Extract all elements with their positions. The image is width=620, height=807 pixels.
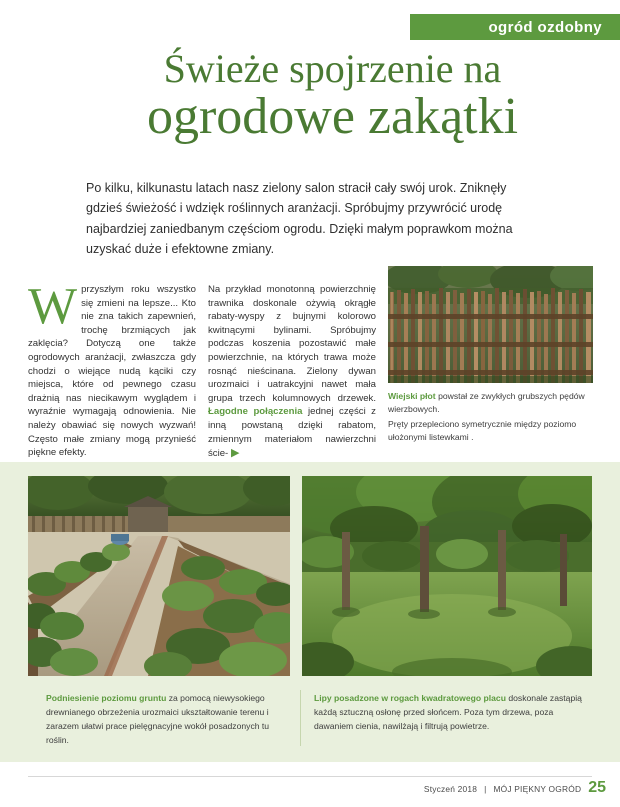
caption-vegetable-beds-text: za pomocą niewysokiego drewnianego obrzeżenia urozmaici ukształtowanie terenu i zarazem ułatwi prace pielęgnacyjne wokół posadzonych tu roślin. bbox=[46, 693, 270, 745]
caption-vegetable-beds-strong: Podniesienie poziomu gruntu bbox=[46, 693, 167, 703]
drop-cap: W bbox=[28, 278, 78, 335]
continuation-arrow-icon: ▶ bbox=[230, 447, 240, 460]
caption-lime-trees-strong: Lipy posadzone w rogach kwadratowego placu bbox=[314, 693, 506, 703]
photo-lime-trees-square bbox=[302, 476, 592, 676]
photo-wicker-fence bbox=[388, 266, 593, 383]
caption-wicker-fence-strong: Wiejski płot bbox=[388, 391, 436, 401]
body-column-2 bbox=[208, 283, 376, 462]
section-kicker-bar bbox=[410, 14, 620, 40]
body-column-1-text: przyszłym roku wszystko się zmieni na lepsze... Kto nie zna takich zapewnień, trochę brzmiących jak zaklęcia? Dotyczą one także ogrodowych aranżacji, zwłaszcza gdy chodzi o wiejące nudą kąciki czy miejsca, które od pewnego czasu drażnią nas niecikawym wyglądem i wyraźnie wymagają odnowienia. Nie należy obawiać się nowych wyzwań! Często małe zmiany mogą przynieść piękne efekty. bbox=[28, 284, 196, 459]
footer-magazine-name: MÓJ PIĘKNY OGRÓD bbox=[493, 784, 582, 794]
caption-wicker-fence-text-2: Pręty przepleciono symetrycznie między poziomo ułożonymi listewkami . bbox=[388, 418, 577, 442]
caption-wicker-fence-text: powstał ze zwykłych grubszych pędów wierzbowych. bbox=[388, 391, 585, 414]
lead-paragraph: Po kilku, kilkunastu latach nasz zielony salon stracił cały swój urok. Zniknęły gdzieś świeżość i wdzięk roślinnych aranżacji. Spróbujmy przywrócić urodę najbardziej zaniedbanym częściom ogrodu. Dzięki małym poprawkom można uzyskać duże i efektowne zmiany. bbox=[86, 181, 513, 256]
body-column-2-leadin: Łagodne połączenia bbox=[208, 406, 303, 418]
page-title bbox=[60, 48, 605, 145]
footer-issue: Styczeń 2018 bbox=[423, 784, 478, 794]
caption-lime-trees-text: doskonale zastąpią każdą sztuczną osłonę przed słońcem. Poza tym drzewa, poza dawaniem cienia, nawilżają i filtrują powietrze. bbox=[314, 693, 582, 731]
page-footer bbox=[424, 779, 606, 797]
body-column-2-text: Na przykład monotonną powierzchnię trawnika doskonale ożywią okrągłe rabaty-wyspy z bujnymi kolorowo kwitnącymi bylinami. Spróbujmy podczas koszenia pozostawić małe powierzchnie, na których trawa może rosnąć nieścinana. Zielony dywan urozmaici i uatrakcyjni nawet mała grupa trzech kolumnowych drzewek. bbox=[208, 284, 376, 404]
photo-lime-trees-square-art bbox=[302, 476, 592, 676]
photo-vegetable-beds bbox=[28, 476, 290, 676]
body-column-2-text-2: jednej części z inną powstaną dzięki rabatom, zmiennym materiałom nawierzchni ście- bbox=[208, 406, 376, 460]
caption-vegetable-beds bbox=[46, 692, 290, 748]
caption-divider bbox=[300, 690, 301, 746]
photo-vegetable-beds-art bbox=[28, 476, 290, 676]
title-line-1: Świeże spojrzenie na bbox=[163, 46, 502, 91]
body-column-1 bbox=[28, 278, 196, 460]
section-kicker-label: ogród ozdobny bbox=[488, 18, 602, 36]
footer-separator: | bbox=[484, 784, 487, 794]
caption-wicker-fence bbox=[388, 390, 593, 444]
title-line-2: ogrodowe zakątki bbox=[146, 88, 519, 145]
footer-rule bbox=[28, 776, 592, 777]
footer-page-number: 25 bbox=[588, 779, 606, 796]
caption-lime-trees bbox=[314, 692, 592, 734]
photo-wicker-fence-art bbox=[388, 266, 593, 383]
